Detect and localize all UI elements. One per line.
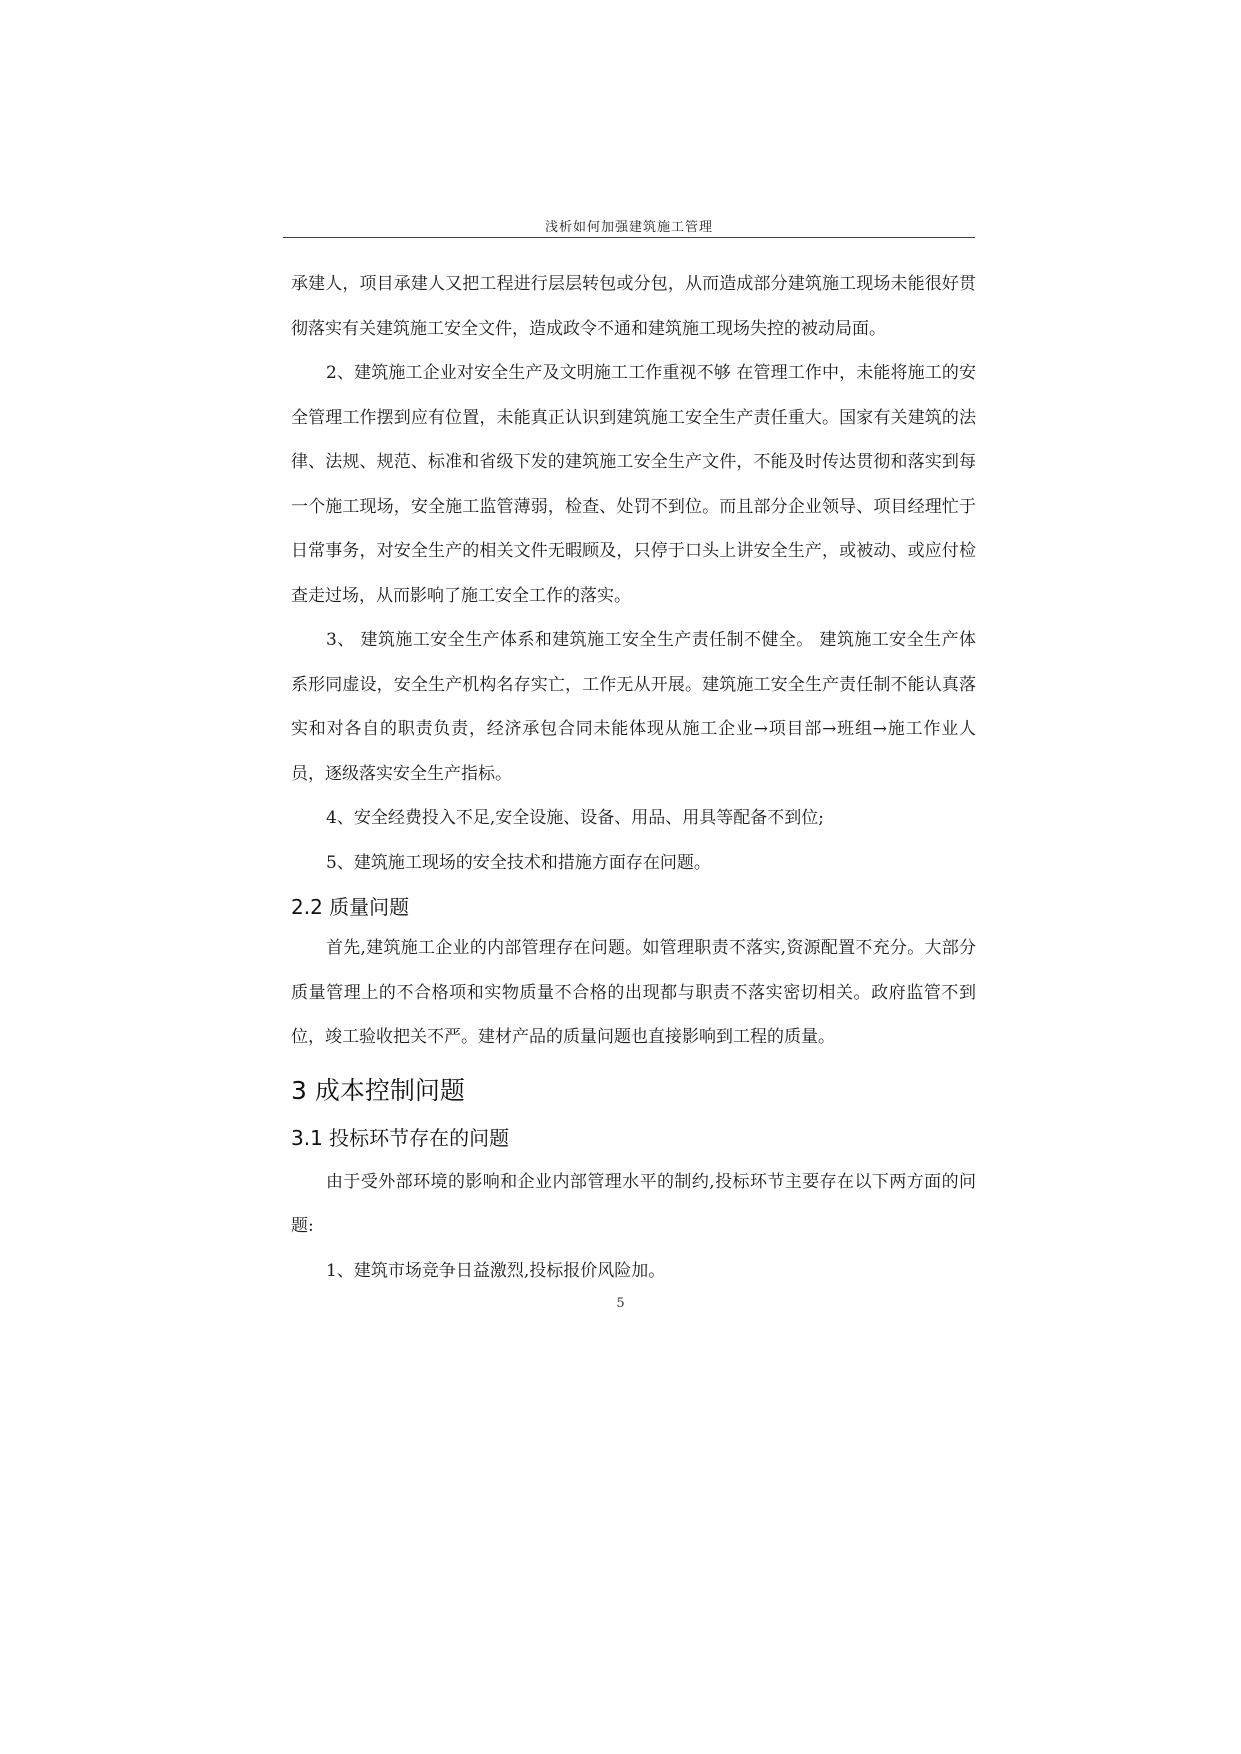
paragraph-bidding-intro: 由于受外部环境的影响和企业内部管理水平的制约,投标环节主要存在以下两方面的问题: xyxy=(291,1171,976,1236)
page-number: 5 xyxy=(616,1296,625,1311)
paragraph-item-3: 3、 建筑施工安全生产体系和建筑施工安全生产责任制不健全。 建筑施工安全生产体系形同虚设，安全生产机构名存实亡，工作无从开展。建筑施工安全生产责任制不能认真落实和对各自的职责负责，经济承包合同未能体现从施工企业→项目部→班组→施工作业人员，逐级落实安全生产指标。 xyxy=(291,630,976,784)
running-header: 浅析如何加强建筑施工管理 xyxy=(544,220,713,235)
paragraph-quality: 首先,建筑施工企业的内部管理存在问题。如管理职责不落实,资源配置不充分。大部分质量管理上的不合格项和实物质量不合格的出现都与职责不落实密切相关。政府监管不到位，竣工验收把关不严。建材产品的质量问题也直接影响到工程的质量。 xyxy=(291,938,976,1047)
paragraph-item-2: 2、建筑施工企业对安全生产及文明施工工作重视不够 在管理工作中，未能将施工的安全管理工作摆到应有位置，未能真正认识到建筑施工安全生产责任重大。国家有关建筑的法律、法规、规范、标准和省级下发的建筑施工安全生产文件，不能及时传达贯彻和落实到每一个施工现场，安全施工监管薄弱，检查、处罚不到位。而且部分企业领导、项目经理忙于日常事务，对安全生产的相关文件无暇顾及，只停于口头上讲安全生产，或被动、或应付检查走过场，从而影响了施工安全工作的落实。 xyxy=(291,363,976,606)
paragraph-bidding-item-1: 1、建筑市场竞争日益激烈,投标报价风险加。 xyxy=(326,1260,666,1281)
header-rule xyxy=(283,237,975,238)
chapter-heading-3: 3 成本控制问题 xyxy=(291,1075,465,1105)
paragraph-item-4: 4、安全经费投入不足,安全设施、设备、用品、用具等配备不到位; xyxy=(326,808,824,828)
section-heading-2-2: 2.2 质量问题 xyxy=(291,895,410,919)
section-heading-3-1: 3.1 投标环节存在的问题 xyxy=(291,1125,510,1150)
paragraph-continuation: 承建人，项目承建人又把工程进行层层转包或分包，从而造成部分建筑施工现场未能很好贯彻落实有关建筑施工安全文件，造成政令不通和建筑施工现场失控的被动局面。 xyxy=(291,274,976,339)
paragraph-item-5: 5、建筑施工现场的安全技术和措施方面存在问题。 xyxy=(326,852,711,873)
page-body xyxy=(291,262,976,1293)
